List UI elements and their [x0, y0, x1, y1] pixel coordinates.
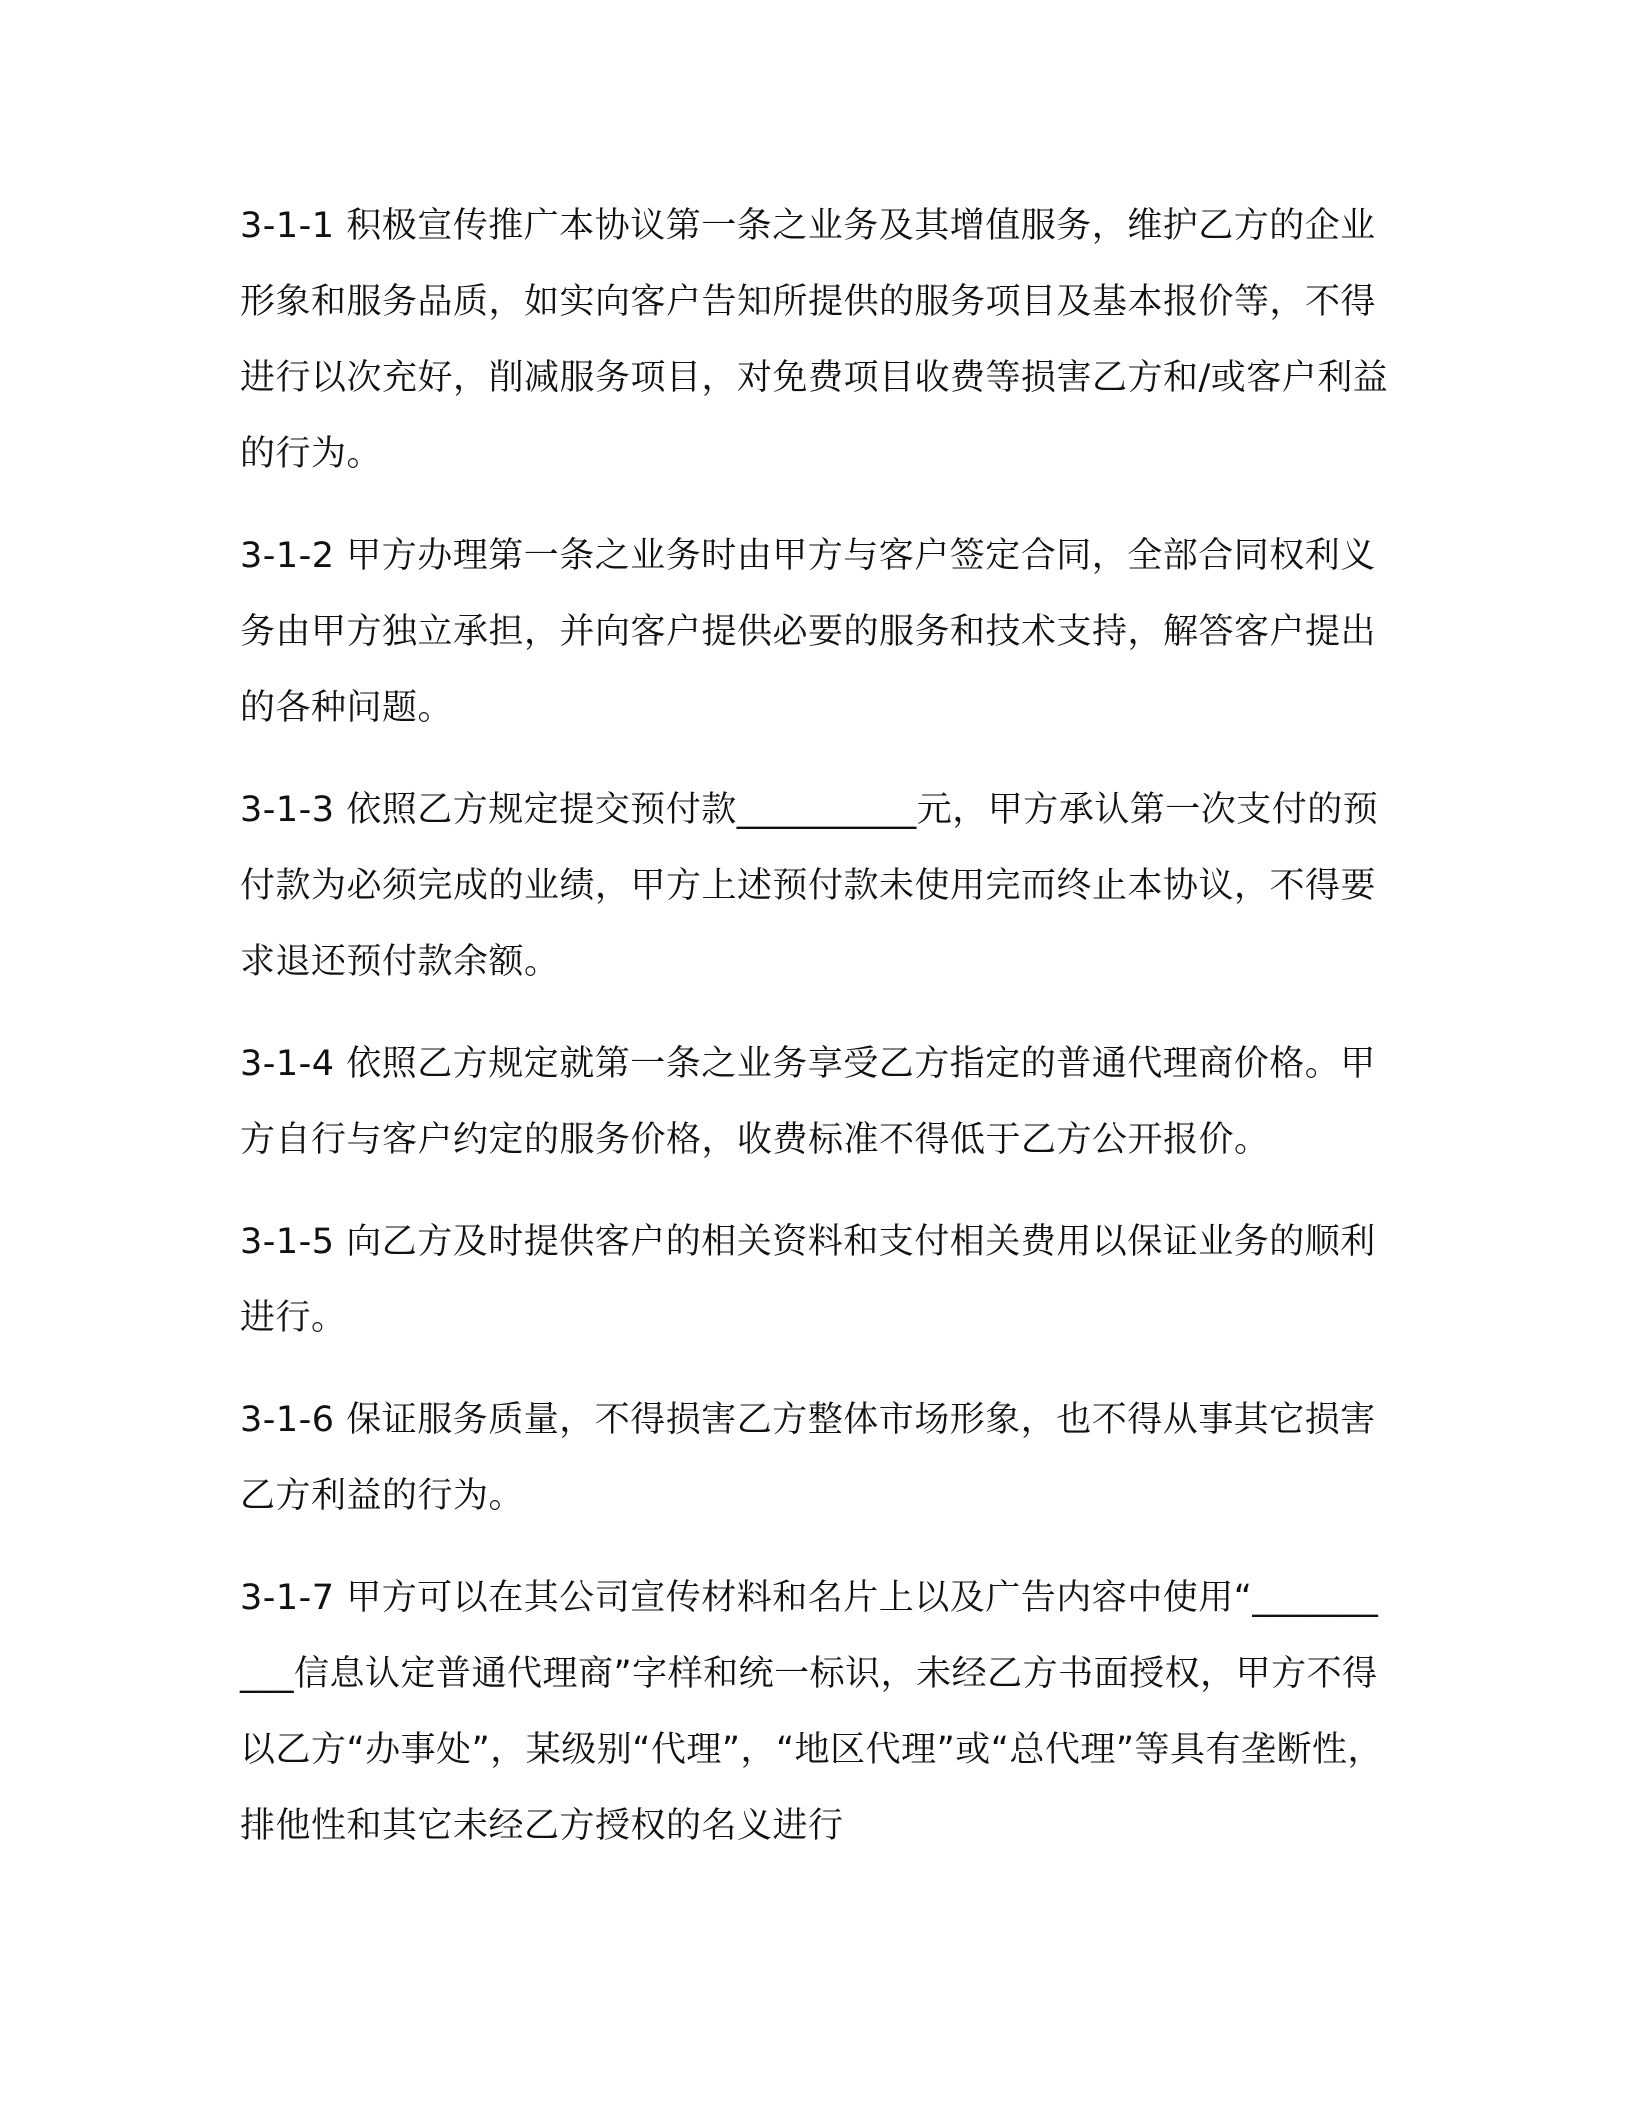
clause-3-1-5: 3-1-5 向乙方及时提供客户的相关资料和支付相关费用以保证业务的顺利进行。 [240, 1222, 1376, 1338]
clause-3-1-1: 3-1-1 积极宣传推广本协议第一条之业务及其增值服务，维护乙方的企业形象和服务品质，如实向客户告知所提供的服务项目及基本报价等，不得进行以次充好，削减服务项目，对免费项目收费等损害乙方和/或客户利益的行为。 [240, 206, 1389, 474]
clause-3-1-3: 3-1-3 依照乙方规定提交预付款__________元，甲方承认第一次支付的预付款为必须完成的业绩，甲方上述预付款未使用完而终止本协议，不得要求退还预付款余额。 [240, 790, 1379, 982]
clause-3-1-6: 3-1-6 保证服务质量，不得损害乙方整体市场形象，也不得从事其它损害乙方利益的行为。 [240, 1400, 1376, 1516]
clause-3-1-2: 3-1-2 甲方办理第一条之业务时由甲方与客户签定合同，全部合同权利义务由甲方独立承担，并向客户提供必要的服务和技术支持，解答客户提出的各种问题。 [240, 536, 1377, 728]
document-body [240, 188, 1390, 1890]
clause-3-1-7: 3-1-7 甲方可以在其公司宣传材料和名片上以及广告内容中使用“__________信息认定普通代理商”字样和统一标识，未经乙方书面授权，甲方不得以乙方“办事处”，某级别“代理”，“地区代理”或“总代理”等具有垄断性，排他性和其它未经乙方授权的名义进行 [240, 1578, 1384, 1846]
clause-3-1-4: 3-1-4 依照乙方规定就第一条之业务享受乙方指定的普通代理商价格。甲方自行与客户约定的服务价格，收费标准不得低于乙方公开报价。 [240, 1044, 1376, 1160]
